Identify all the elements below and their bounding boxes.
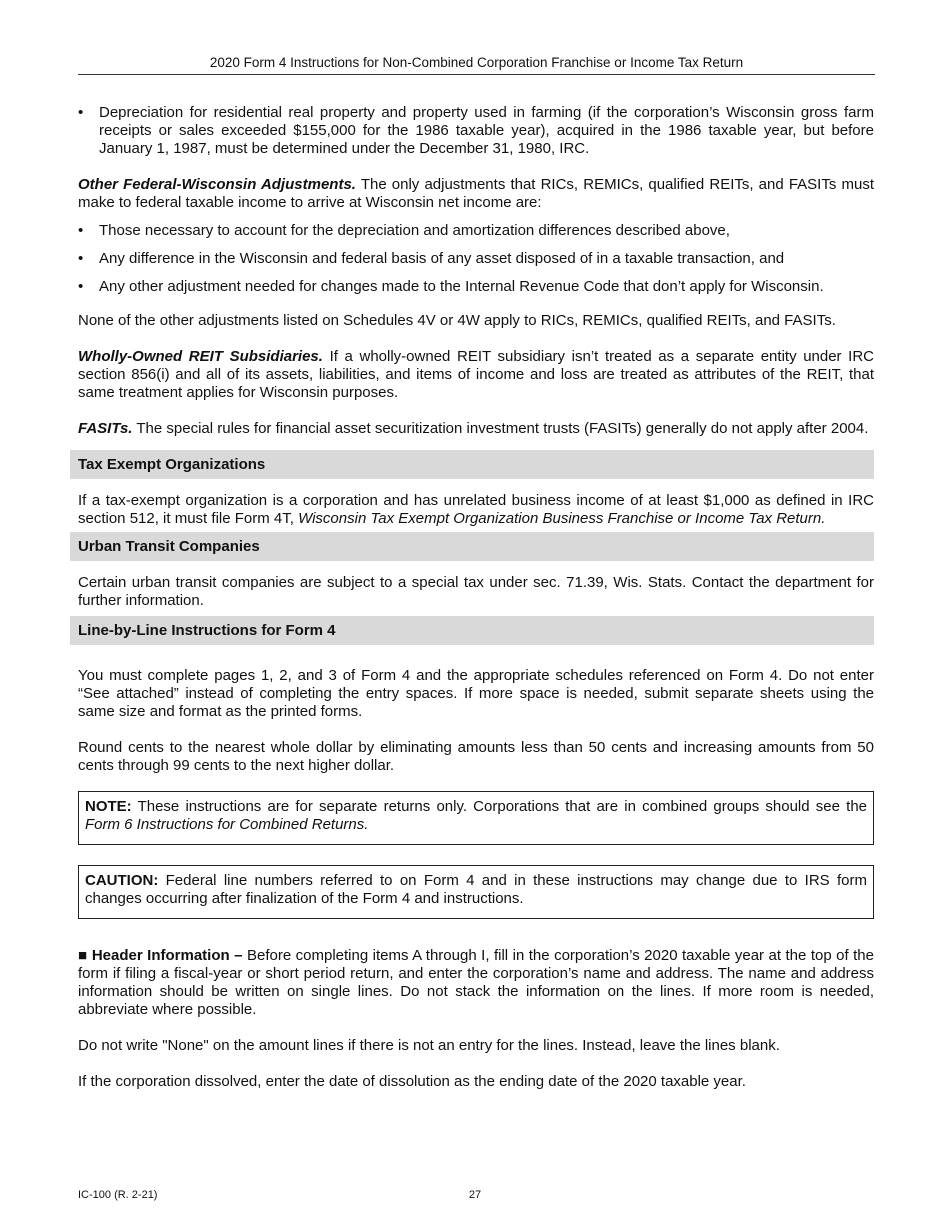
fasits-text: The special rules for financial asset securitization investment trusts (FASITs) generally do not apply after 2004. [132,420,869,437]
caution-label: CAUTION: [85,872,159,889]
header-information-label: ■ Header Information – [78,947,243,964]
section-heading-tax-exempt: Tax Exempt Organizations [70,450,874,479]
page-number: 27 [468,1189,482,1201]
none-instruction-paragraph: Do not write "None" on the amount lines if there is not an entry for the lines. Instead, leave the lines blank. [78,1037,780,1054]
urban-transit-paragraph: Certain urban transit companies are subject to a special tax under sec. 71.39, Wis. Stats. Contact the department for further information. [78,574,874,609]
section-heading-urban-transit: Urban Transit Companies [70,532,874,561]
section-heading-line-by-line: Line-by-Line Instructions for Form 4 [70,616,874,645]
caution-text: Federal line numbers referred to on Form 4 and in these instructions may change due to IRS form changes occurring after finalization of the Form 4 and instructions. [85,872,867,907]
fasits-lead: FASITs. [78,420,133,437]
caution-box [78,865,874,919]
header-information-text: Before completing items A through I, fill in the corporation’s 2020 taxable year at the top of the form if filing a fiscal-year or short period return, and enter the corporation’s name and address. The name and address information should be written on single lines. Do not stack the information on the lines. If more room is needed, abbreviate where possible. [78,947,874,1018]
wholly-owned-lead: Wholly-Owned REIT Subsidiaries. [78,348,323,365]
fasits-paragraph [78,420,874,438]
list-item: • Those necessary to account for the depreciation and amortization differences described above, [78,222,874,240]
form-4t-title: Wisconsin Tax Exempt Organization Business Franchise or Income Tax Return. [298,510,826,527]
none-other-paragraph: None of the other adjustments listed on Schedules 4V or 4W apply to RICs, REMICs, qualified REITs, and FASITs. [78,312,836,329]
note-label: NOTE: [85,798,132,815]
other-adjustments-text: The only adjustments that RICs, REMICs, qualified REITs, and FASITs must make to federal taxable income to arrive at Wisconsin net income are: [78,176,874,211]
header-information-paragraph [78,947,874,1019]
other-adjustments-lead: Other Federal-Wisconsin Adjustments. [78,176,356,193]
tax-exempt-text: If a tax-exempt organization is a corporation and has unrelated business income of at least $1,000 as defined in IRC section 512, it must file Form 4T, [78,492,874,527]
adjustments-bullet-list [78,222,874,296]
intro-bullet-list [78,104,874,158]
page-content [78,104,874,1091]
note-text: These instructions are for separate returns only. Corporations that are in combined groups should see the [131,798,867,815]
line-by-line-paragraph-1: You must complete pages 1, 2, and 3 of Form 4 and the appropriate schedules referenced on Form 4. Do not enter “See attached” instead of completing the entry spaces. If more space is needed, submit separate sheets using the same size and format as the printed forms. [78,667,874,720]
other-adjustments-paragraph [78,176,874,212]
running-head: 2020 Form 4 Instructions for Non-Combined Corporation Franchise or Income Tax Return [78,55,875,75]
wholly-owned-text: If a wholly-owned REIT subsidiary isn’t treated as a separate entity under IRC section 856(i) and all of its assets, liabilities, and items of income and loss are treated as attributes of the REIT, that same treatment applies for Wisconsin purposes. [78,348,875,401]
line-by-line-paragraph-2: Round cents to the nearest whole dollar by eliminating amounts less than 50 cents and increasing amounts from 50 cents through 99 cents to the next higher dollar. [78,739,874,774]
dissolution-paragraph: If the corporation dissolved, enter the date of dissolution as the ending date of the 2020 taxable year. [78,1073,746,1090]
list-item: • Depreciation for residential real property and property used in farming (if the corporation’s Wisconsin gross farm receipts or sales exceeded $155,000 for the 1986 taxable year), acquired in the 1986 taxable year, but before January 1, 1987, must be determined under the December 31, 1980, IRC. [78,104,874,158]
form-id-footer: IC-100 (R. 2-21) [78,1189,158,1201]
wholly-owned-paragraph [78,348,874,402]
note-box [78,791,874,845]
note-reference: Form 6 Instructions for Combined Returns. [85,816,369,833]
tax-exempt-paragraph [78,492,874,528]
list-item: • Any other adjustment needed for changes made to the Internal Revenue Code that don’t apply for Wisconsin. [78,278,874,296]
list-item: • Any difference in the Wisconsin and federal basis of any asset disposed of in a taxable transaction, and [78,250,874,268]
